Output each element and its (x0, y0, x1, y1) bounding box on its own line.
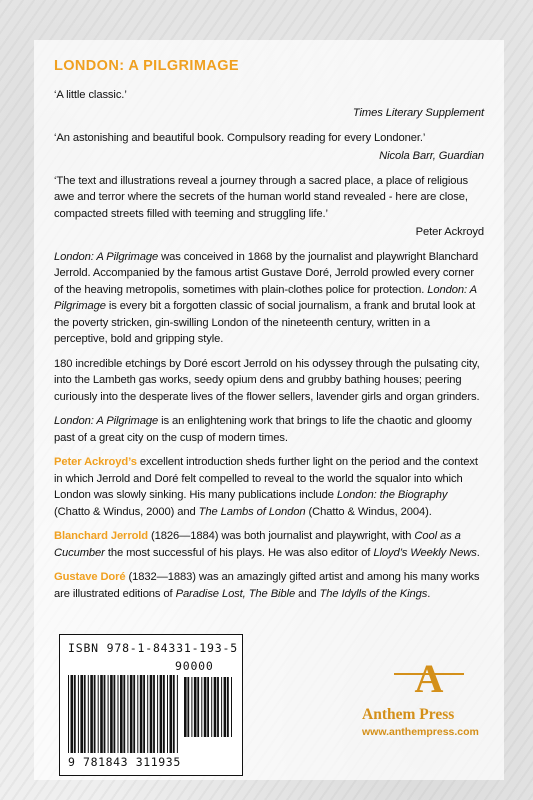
quote-2: ‘An astonishing and beautiful book. Compulsory reading for every Londoner.’ (54, 131, 426, 144)
quote-2-source: Nicola Barr, Guardian (379, 150, 484, 162)
description-paragraph-2: 180 incredible etchings by Doré escort Jerrold on his odyssey through the pulsating city, into the Lambeth gas works, seedy opium dens and grubby bathing houses; peering curiously into the desperate lives of the flower sellers, lavender girls and organ grinders. (54, 357, 480, 403)
book-title-italic: London: A Pilgrimage (54, 415, 159, 427)
quote-1-source: Times Literary Supplement (352, 107, 484, 119)
description-paragraph-1: London: A Pilgrimage was conceived in 1868 by the journalist and playwright Blanchard Jerrold. Accompanied by the famous artist Gustave Doré, Jerrold prowled every corner of the heaving metropolis, sometimes with plain-clothes police for protection. London: A Pilgrimage is every bit a forgotten classic of social journalism, a frank and brutal look at the poverty stricken, gin-swilling London of the nineteenth century, written in a perceptive, bold and gripping style. (54, 250, 479, 345)
dore-bio: Gustave Doré (1832—1883) was an amazingly gifted artist and among his many works are illustrated editions of Paradise Lost, The Bible and The Idylls of the Kings. (54, 571, 480, 600)
book-title-italic: London: A Pilgrimage (54, 283, 477, 312)
jerrold-bio: Blanchard Jerrold (1826—1884) was both journalist and playwright, with Cool as a Cucumber the most successful of his plays. He was also editor of Lloyd’s Weekly News. (54, 530, 480, 559)
book-title-italic: London: A Pilgrimage (54, 250, 159, 263)
jerrold-name: Blanchard Jerrold (54, 530, 149, 542)
ean-number: 9 781843 311935 (68, 755, 181, 769)
back-cover-text (54, 58, 484, 610)
quote-3: ‘The text and illustrations reveal a journey through a sacred place, a place of religious awe and terror where the secrets of the human world stand revealed - here are close, compacted streets filled with teeming and struggling life.’ (54, 174, 468, 220)
anthem-press-logo (392, 656, 466, 698)
publisher-url: www.anthempress.com (362, 726, 479, 738)
ackroyd-bio: Peter Ackroyd’s excellent introduction sheds further light on the period and the context in which Jerrold and Doré felt compelled to reveal to the world the squalor into which London was slowly sinking. His many publications include London: the Biography (Chatto & Windus, 2000) and The Lambs of London (Chatto & Windus, 2004). (54, 456, 478, 518)
isbn-barcode (59, 634, 243, 776)
dore-name: Gustave Doré (54, 571, 126, 583)
publisher-name: Anthem Press (362, 706, 455, 723)
description-paragraph-3: London: A Pilgrimage is an enlightening work that brings to life the chaotic and gloomy past of a great city on the cusp of modern times. (54, 415, 472, 444)
addon-barcode-bars (184, 677, 234, 737)
ean-barcode-bars (68, 675, 180, 753)
quote-3-source: Peter Ackroyd (415, 226, 484, 238)
book-title: LONDON: A PILGRIMAGE (54, 58, 239, 74)
quote-1: ‘A little classic.’ (54, 88, 127, 101)
price-addon-number: 90000 (175, 659, 214, 673)
ackroyd-name: Peter Ackroyd’s (54, 456, 137, 468)
logo-letter: A (414, 656, 444, 698)
isbn-number: ISBN 978-1-84331-193-5 (68, 641, 238, 655)
